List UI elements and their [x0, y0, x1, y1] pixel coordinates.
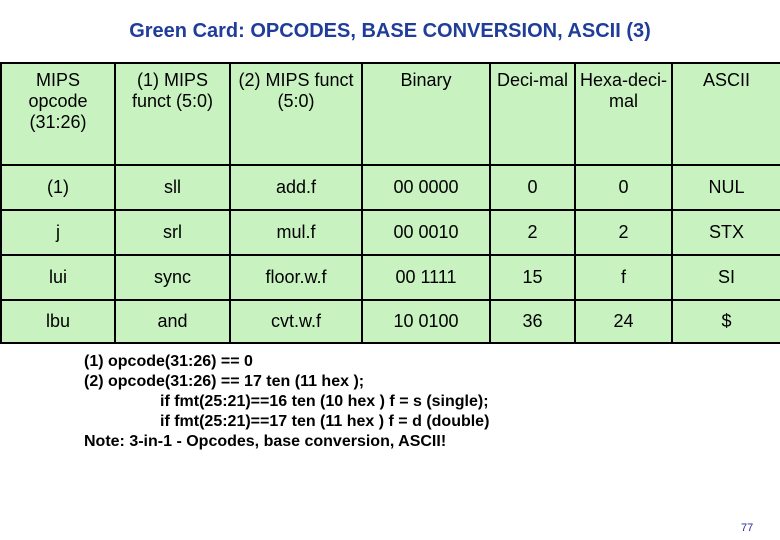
header-decimal: Deci-mal	[490, 63, 575, 165]
footnote-summary: Note: 3-in-1 - Opcodes, base conversion, ASCII!	[84, 433, 447, 450]
footnote-2-double: if fmt(25:21)==17 ten (11 hex ) f = d (double)	[160, 413, 490, 430]
table-cell: $	[672, 300, 780, 343]
table-row	[1, 165, 780, 210]
table-row	[1, 300, 780, 343]
footnote-2: (2) opcode(31:26) == 17 ten (11 hex );	[84, 373, 365, 390]
footnotes	[84, 352, 644, 452]
table-cell: f	[575, 255, 672, 300]
table-cell: NUL	[672, 165, 780, 210]
table-cell: sync	[115, 255, 230, 300]
table-cell: SI	[672, 255, 780, 300]
table-cell: 15	[490, 255, 575, 300]
table-cell: cvt.w.f	[230, 300, 362, 343]
table-cell: 2	[575, 210, 672, 255]
table-cell: srl	[115, 210, 230, 255]
table-cell: 0	[490, 165, 575, 210]
header-hexadecimal: Hexa-deci-mal	[575, 63, 672, 165]
header-funct-2: (2) MIPS funct (5:0)	[230, 63, 362, 165]
table-cell: j	[1, 210, 115, 255]
table-header-row	[1, 63, 780, 165]
footnote-2-single: if fmt(25:21)==16 ten (10 hex ) f = s (single);	[160, 393, 489, 410]
table-row	[1, 255, 780, 300]
table-cell: 10 0100	[362, 300, 490, 343]
opcode-table-container	[0, 62, 780, 344]
table-cell: STX	[672, 210, 780, 255]
table-cell: lbu	[1, 300, 115, 343]
table-row	[1, 210, 780, 255]
header-mips-opcode: MIPS opcode (31:26)	[1, 63, 115, 165]
table-cell: 00 1111	[362, 255, 490, 300]
table-cell: add.f	[230, 165, 362, 210]
header-ascii: ASCII	[672, 63, 780, 165]
table-cell: and	[115, 300, 230, 343]
table-cell: mul.f	[230, 210, 362, 255]
table-cell: 0	[575, 165, 672, 210]
table-cell: 00 0000	[362, 165, 490, 210]
table-cell: lui	[1, 255, 115, 300]
header-binary: Binary	[362, 63, 490, 165]
table-cell: 36	[490, 300, 575, 343]
opcode-table	[0, 62, 780, 344]
table-cell: 2	[490, 210, 575, 255]
footnote-1: (1) opcode(31:26) == 0	[84, 353, 253, 370]
table-cell: floor.w.f	[230, 255, 362, 300]
slide-title: Green Card: OPCODES, BASE CONVERSION, ASCII (3)	[129, 20, 651, 42]
table-cell: 24	[575, 300, 672, 343]
table-cell: 00 0010	[362, 210, 490, 255]
table-cell: sll	[115, 165, 230, 210]
table-cell: (1)	[1, 165, 115, 210]
header-funct-1: (1) MIPS funct (5:0)	[115, 63, 230, 165]
page-number: 77	[741, 522, 754, 534]
